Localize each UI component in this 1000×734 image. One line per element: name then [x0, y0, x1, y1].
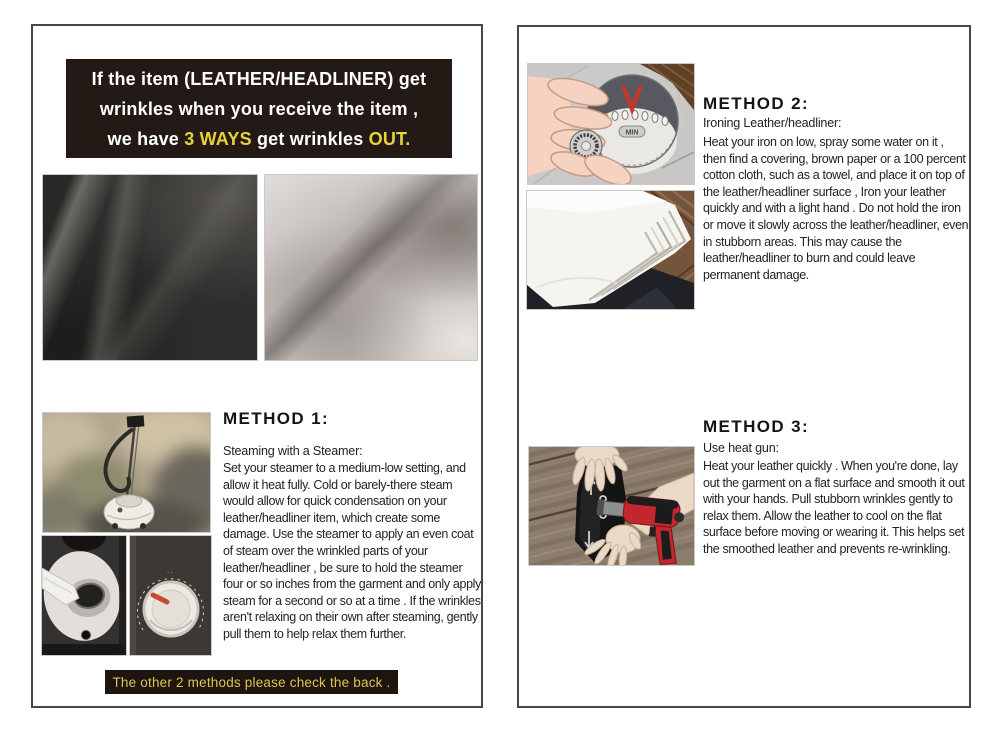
heat-gun-illustration: [529, 447, 694, 565]
title-line-3c: get wrinkles: [251, 128, 369, 149]
method1-subheading: Steaming with a Steamer:: [223, 444, 363, 458]
heat-gun-photo: [528, 446, 695, 566]
method1-body: Set your steamer to a medium-low setting, and allow it heat fully. Cold or barely-there steam would allow for quick condensation on your leather/headliner item, which create some damage. Use the steamer to apply an even coat of steam over the wrinkled parts of your leather/headliner , be sure to hold the steamer four or so inches from the garment and only apply steam for a second or so at a time . If the wrinkles aren't relaxing on their own after steaming, gently pull them to help relax them further.: [223, 461, 481, 641]
iron-dial-min-label: MIN: [625, 129, 639, 137]
title-line-1: If the item (LEATHER/HEADLINER) get: [91, 68, 427, 89]
cotton-cloth-photo: [526, 190, 695, 310]
wrinkled-gray-fabric-photo: [264, 174, 478, 361]
iron-dial-illustration-photo: [527, 63, 695, 185]
garment-steamer-illustration: [43, 413, 210, 532]
back-page-panel: [517, 25, 971, 708]
method3-subheading: Use heat gun:: [703, 441, 779, 455]
wrinkled-dark-leather-photo: [42, 174, 258, 361]
method3-heading: METHOD 3:: [703, 417, 810, 436]
title-banner: [66, 59, 452, 158]
cotton-cloth-illustration: [527, 191, 694, 309]
title-line-3a: we have: [107, 128, 185, 149]
footer-banner: The other 2 methods please check the back .: [105, 670, 398, 694]
steam-nozzle-photo: [41, 535, 127, 656]
title-line-2: wrinkles when you receive the item ,: [99, 98, 419, 119]
garment-steamer-photo: [42, 412, 211, 533]
title-line-3: [108, 124, 411, 154]
iron-dial-illustration: [528, 64, 694, 184]
front-page-panel: [31, 24, 483, 708]
method2-heading: METHOD 2:: [703, 94, 810, 113]
method2-body: Heat your iron on low, spray some water on it , then find a covering, brown paper or a 100 percent cotton cloth, such as a towel, and place it on top of the leather/headliner surface , Iron your leather quickly and with a light hand . Do not hold the iron or move it slowly across the leather/headliner, even in stubborn areas. This may cause the leather/headliner to burn and could leave permanent damage.: [703, 135, 969, 282]
svg-text:- -: - -: [167, 570, 173, 576]
method3-body: Heat your leather quickly . When you're done, lay out the garment on a flat surface and smooth it out with your hands. Pull stubborn wrinkles gently to relax them. Allow the leather to cool on the flat surface before moving or wearing it. This helps set the smoothed leather and prevents re-wrinkling.: [703, 459, 965, 556]
steamer-dial-illustration: [130, 536, 211, 655]
steam-nozzle-illustration: [42, 536, 126, 655]
steamer-dial-photo: [129, 535, 212, 656]
method1-heading: METHOD 1:: [223, 409, 330, 428]
title-line-3d-highlight: OUT.: [368, 128, 411, 149]
title-line-3b-highlight: 3 WAYS: [184, 128, 252, 149]
method2-subheading: Ironing Leather/headliner:: [703, 116, 842, 130]
